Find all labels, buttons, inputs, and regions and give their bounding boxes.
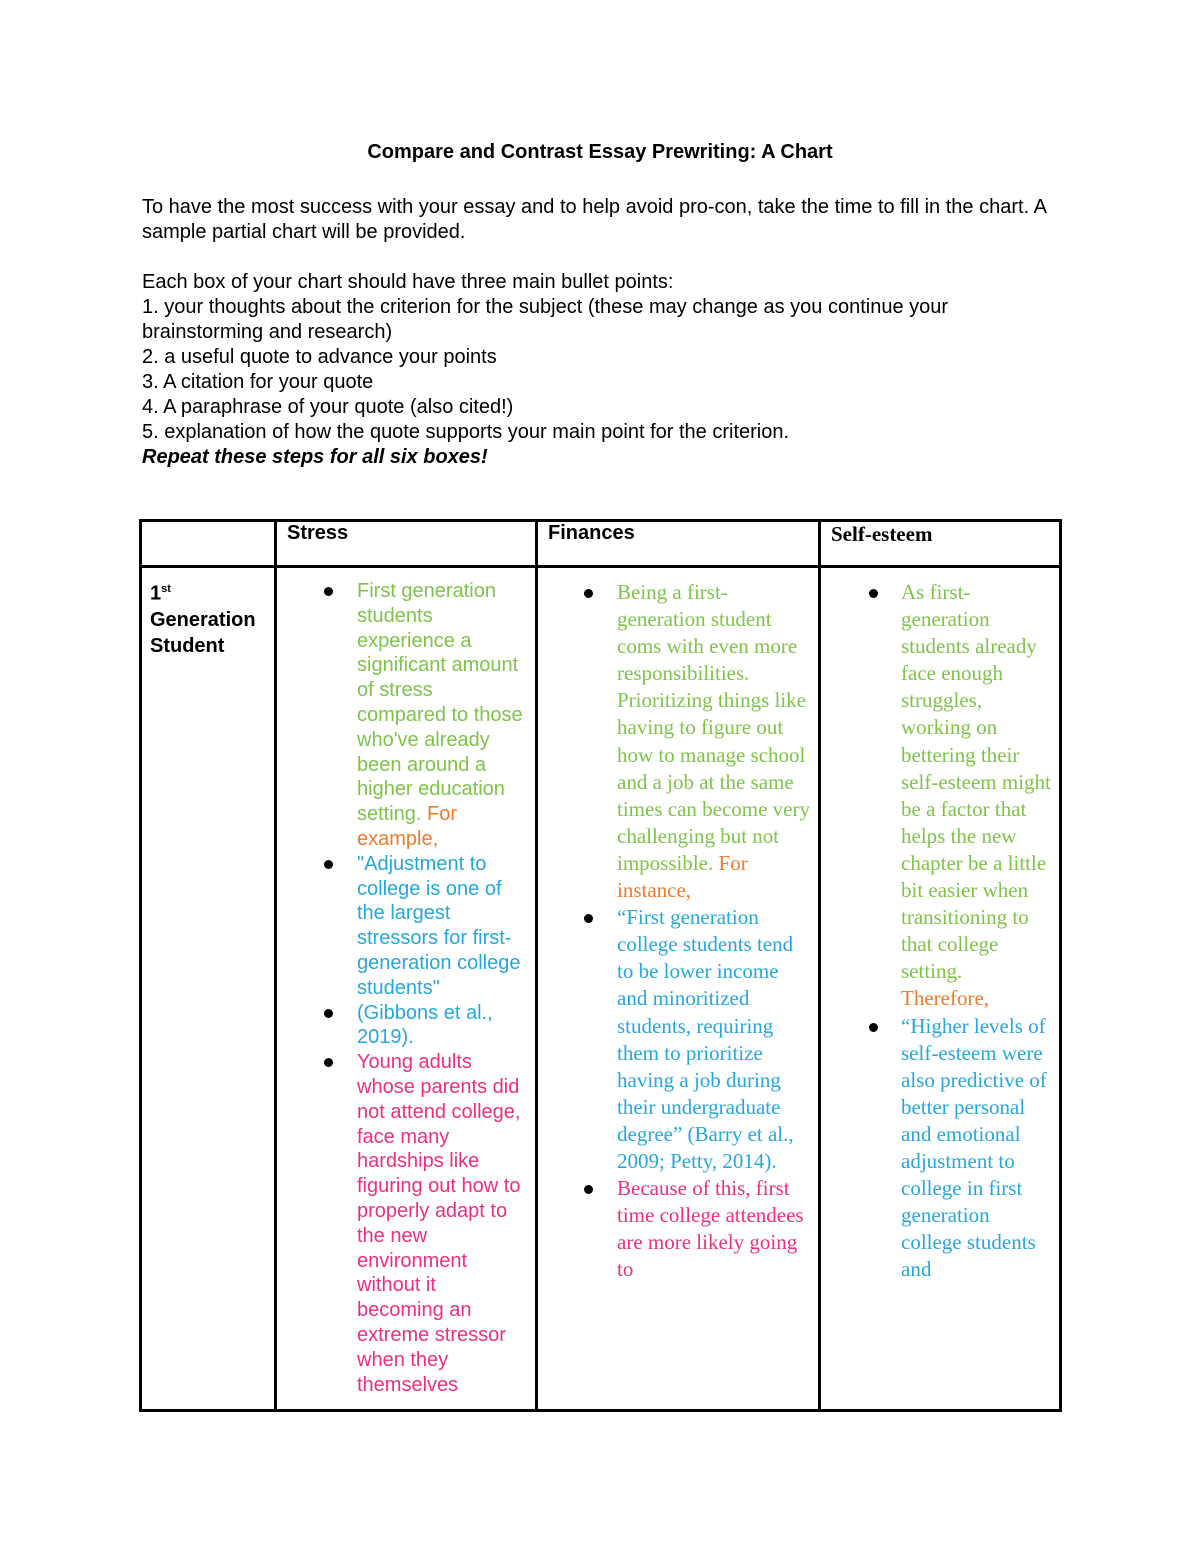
step-item: 5. explanation of how the quote supports your main point for the criterion. xyxy=(142,421,790,443)
table-row xyxy=(141,567,1061,1411)
comparison-chart xyxy=(139,519,1062,1412)
header-empty-cell xyxy=(141,521,276,567)
header-finances: Finances xyxy=(537,521,820,567)
list-item: "Adjustment to college is one of the largest stressors for first-generation college students" xyxy=(357,852,527,1001)
cell-finances xyxy=(537,567,820,1411)
step-item: 1. your thoughts about the criterion for the subject (these may change as you continue your brainstorming and research) xyxy=(142,296,949,343)
bullet-icon xyxy=(324,1009,333,1018)
repeat-note: Repeat these steps for all six boxes! xyxy=(142,446,488,468)
list-item: “First generation college students tend to be lower income and minoritized students, requiring them to prioritize having a job during their undergraduate degree” (Barry et al., 2009; Petty, 2014). xyxy=(617,904,812,1175)
bullet-icon xyxy=(869,589,878,598)
bullet-icon xyxy=(324,587,333,596)
header-self-esteem: Self-esteem xyxy=(820,521,1061,567)
list-item: As first-generation students already face enough struggles, working on bettering their self-esteem might be a factor that helps the new chapter be a little bit easier when transitioning to that college setting. Therefore, xyxy=(901,579,1053,1013)
header-stress: Stress xyxy=(276,521,537,567)
bullet-icon xyxy=(584,1185,593,1194)
bullet-icon xyxy=(324,860,333,869)
header-row xyxy=(141,521,1061,567)
page-title: Compare and Contrast Essay Prewriting: A Chart xyxy=(367,141,833,163)
bullet-icon xyxy=(584,914,593,923)
row-label-first-generation: 1st Generation Student xyxy=(141,567,276,1411)
bullet-icon xyxy=(584,589,593,598)
intro-paragraph: To have the most success with your essay and to help avoid pro-con, take the time to fill in the chart. A sample partial chart will be provided. xyxy=(142,196,1046,243)
step-item: 3. A citation for your quote xyxy=(142,371,374,393)
list-item: First generation students experience a significant amount of stress compared to those who've already been around a higher education setting. For example, xyxy=(357,579,527,852)
step-item: 4. A paraphrase of your quote (also cited!) xyxy=(142,396,514,418)
list-item: Being a first-generation student coms with even more responsibilities. Prioritizing things like having to figure out how to manage school and a job at the same times can become very challenging but not impossible. For instance, xyxy=(617,579,812,904)
list-item: Young adults whose parents did not attend college, face many hardships like figuring out how to properly adapt to the new environment without it becoming an extreme stressor when they themselves xyxy=(357,1050,527,1397)
cell-self-esteem xyxy=(820,567,1061,1411)
list-item: “Higher levels of self-esteem were also predictive of better personal and emotional adjustment to college in first generation college students and xyxy=(901,1013,1053,1284)
instructions xyxy=(142,195,1052,470)
list-intro: Each box of your chart should have three main bullet points: xyxy=(142,271,674,293)
step-item: 2. a useful quote to advance your points xyxy=(142,346,497,368)
bullet-icon xyxy=(324,1058,333,1067)
cell-stress xyxy=(276,567,537,1411)
list-item: (Gibbons et al., 2019). xyxy=(357,1001,527,1051)
list-item: Because of this, first time college attendees are more likely going to xyxy=(617,1175,812,1283)
bullet-icon xyxy=(869,1023,878,1032)
